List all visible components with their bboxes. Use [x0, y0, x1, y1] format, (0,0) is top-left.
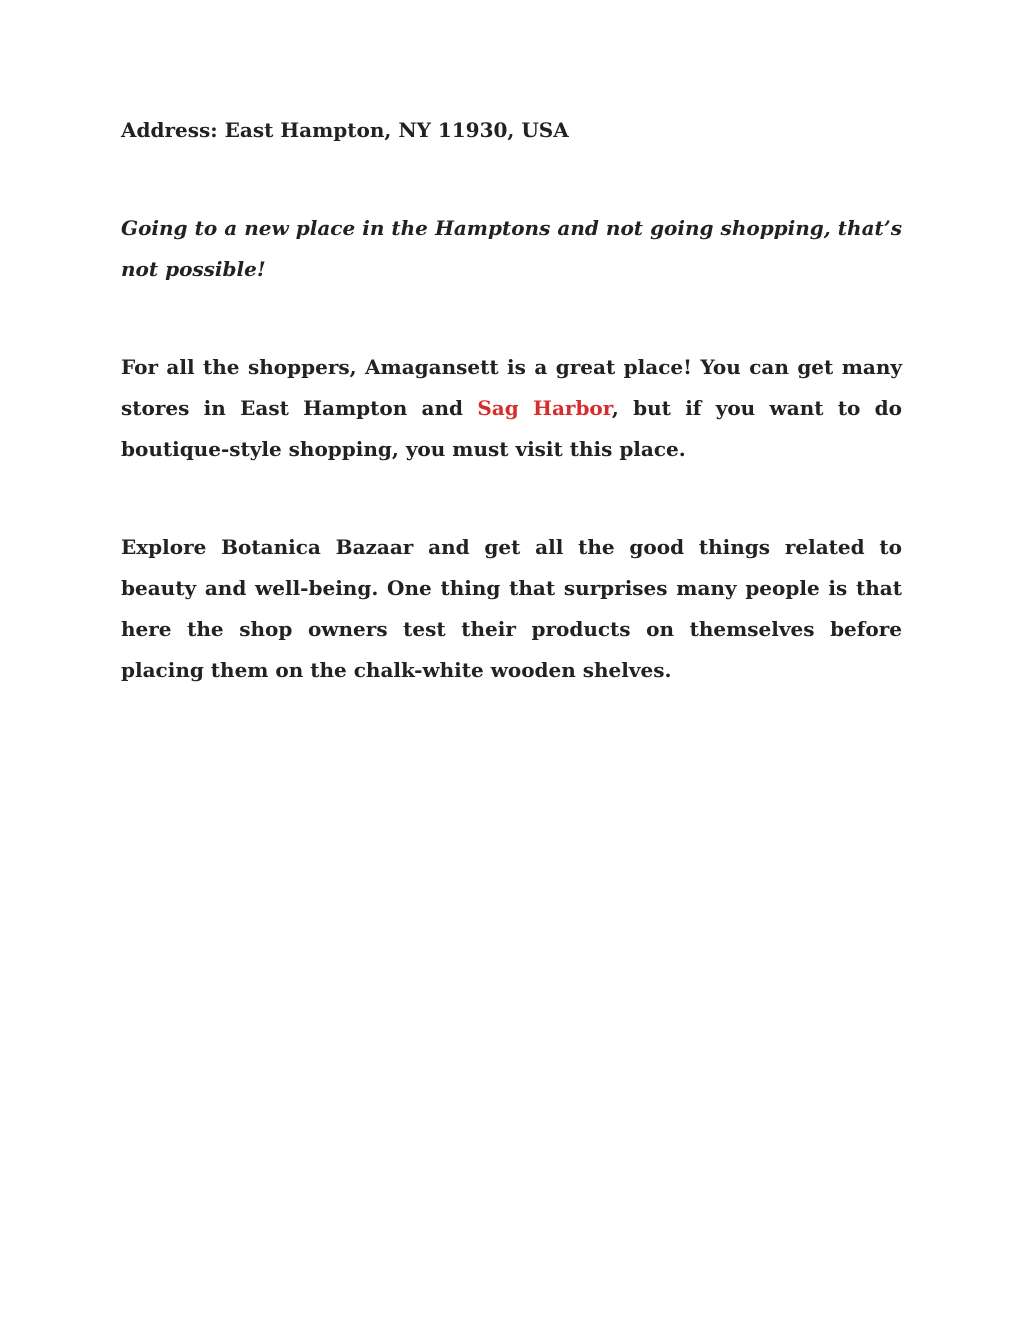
shoppers-paragraph	[121, 347, 902, 470]
shoppers-text-start: For all the shoppers, Amagansett is a great place! You can get many stores in East Hampton and	[121, 355, 902, 420]
sag-harbor-link[interactable]: Sag Harbor	[477, 396, 612, 420]
document-body	[121, 110, 902, 691]
shoppers-text-end: , but if you want to do boutique-style shopping, you must visit this place.	[121, 396, 902, 461]
address-line: Address: East Hampton, NY 11930, USA	[121, 118, 569, 142]
explore-paragraph: Explore Botanica Bazaar and get all the good things related to beauty and well-being. One thing that surprises many people is that here the shop owners test their products on themselves before placing them on the chalk-white wooden shelves.	[121, 535, 902, 682]
intro-paragraph: Going to a new place in the Hamptons and not going shopping, that’s not possible!	[121, 216, 902, 281]
